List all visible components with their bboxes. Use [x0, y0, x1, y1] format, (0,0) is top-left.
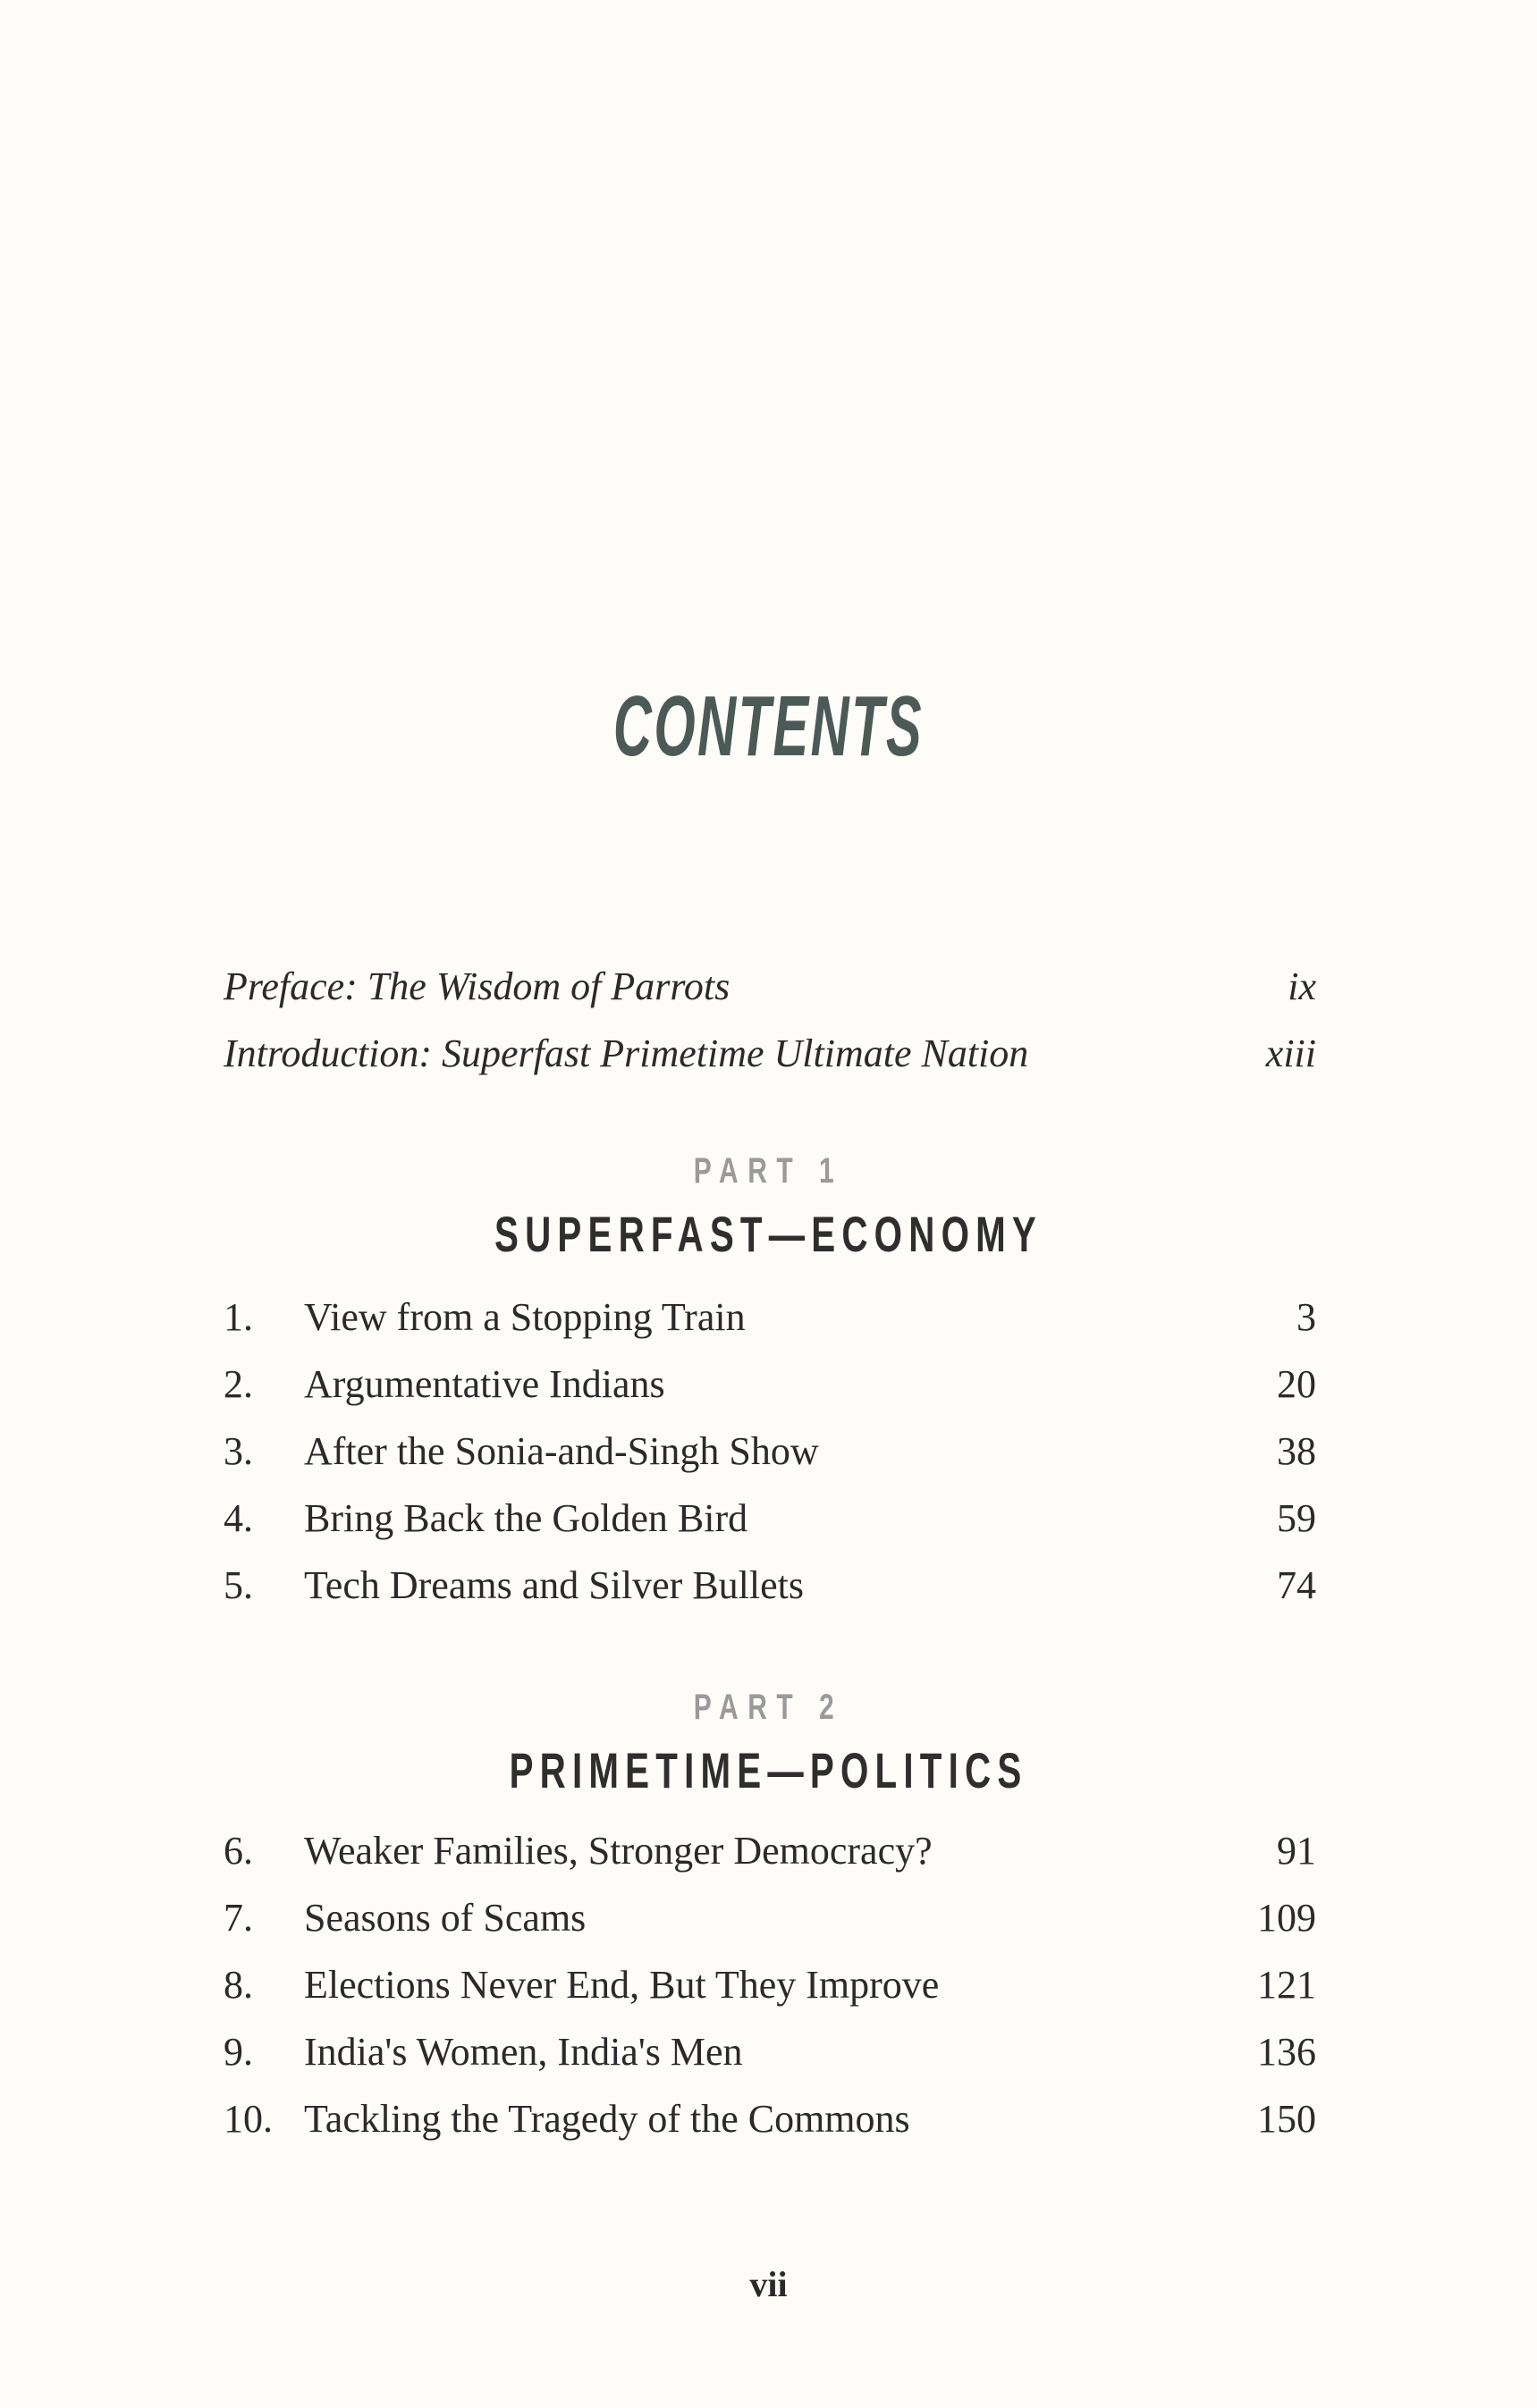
chapter-page: 59 — [1277, 1496, 1316, 1540]
toc-chapter-7[interactable] — [224, 1895, 1316, 1962]
chapter-number: 8. — [224, 1963, 253, 2007]
chapter-title: India's Women, India's Men — [304, 2030, 743, 2074]
toc-chapter-1[interactable] — [224, 1294, 1316, 1361]
toc-entry-introduction[interactable] — [224, 1031, 1316, 1098]
chapter-title: Tackling the Tragedy of the Commons — [304, 2097, 910, 2141]
part-1-label: PART 1 — [693, 1151, 844, 1191]
chapter-title: Weaker Families, Stronger Democracy? — [304, 1829, 933, 1873]
toc-chapter-6[interactable] — [224, 1828, 1316, 1895]
chapter-title: Argumentative Indians — [304, 1362, 665, 1406]
part-2-title: PRIMETIME—POLITICS — [509, 1742, 1028, 1798]
toc-chapter-3[interactable] — [224, 1428, 1316, 1495]
chapter-title: Seasons of Scams — [304, 1896, 587, 1940]
toc-chapter-4[interactable] — [224, 1495, 1316, 1562]
chapter-page: 91 — [1277, 1829, 1316, 1873]
part-1-title: SUPERFAST—ECONOMY — [494, 1206, 1043, 1262]
toc-chapter-8[interactable] — [224, 1962, 1316, 2029]
toc-chapter-2[interactable] — [224, 1361, 1316, 1428]
entry-title: Introduction: Superfast Primetime Ultimate Nation — [224, 1031, 1029, 1075]
part-2-chapters — [224, 1828, 1316, 2163]
chapter-page: 74 — [1277, 1563, 1316, 1607]
part-2-label: PART 2 — [693, 1688, 844, 1727]
toc-entry-preface[interactable] — [224, 964, 1316, 1031]
chapter-number: 6. — [224, 1829, 253, 1873]
entry-page: ix — [1288, 964, 1316, 1008]
chapter-number: 1. — [224, 1295, 253, 1339]
chapter-title: Elections Never End, But They Improve — [304, 1963, 940, 2007]
chapter-page: 150 — [1257, 2097, 1316, 2141]
chapter-number: 10. — [224, 2097, 273, 2141]
chapter-title: After the Sonia-and-Singh Show — [304, 1429, 819, 1473]
toc-chapter-9[interactable] — [224, 2029, 1316, 2096]
chapter-page: 109 — [1257, 1896, 1316, 1940]
chapter-page: 38 — [1277, 1429, 1316, 1473]
chapter-title: Tech Dreams and Silver Bullets — [304, 1563, 805, 1607]
chapter-page: 20 — [1277, 1362, 1316, 1406]
chapter-page: 136 — [1257, 2030, 1316, 2074]
chapter-number: 5. — [224, 1563, 253, 1607]
chapter-title: Bring Back the Golden Bird — [304, 1496, 748, 1540]
chapter-number: 7. — [224, 1896, 253, 1940]
chapter-number: 9. — [224, 2030, 253, 2074]
part-1-chapters — [224, 1294, 1316, 1629]
toc-chapter-10[interactable] — [224, 2096, 1316, 2163]
chapter-number: 3. — [224, 1429, 253, 1473]
chapter-title: View from a Stopping Train — [304, 1295, 746, 1339]
entry-page: xiii — [1265, 1031, 1316, 1075]
contents-heading: CONTENTS — [612, 678, 925, 774]
chapter-number: 4. — [224, 1496, 253, 1540]
chapter-page: 121 — [1257, 1963, 1316, 2007]
chapter-page: 3 — [1296, 1295, 1316, 1339]
front-matter-list — [224, 964, 1316, 1098]
entry-title: Preface: The Wisdom of Parrots — [224, 964, 730, 1008]
toc-chapter-5[interactable] — [224, 1562, 1316, 1629]
chapter-number: 2. — [224, 1362, 253, 1406]
page-number: vii — [749, 2264, 788, 2304]
